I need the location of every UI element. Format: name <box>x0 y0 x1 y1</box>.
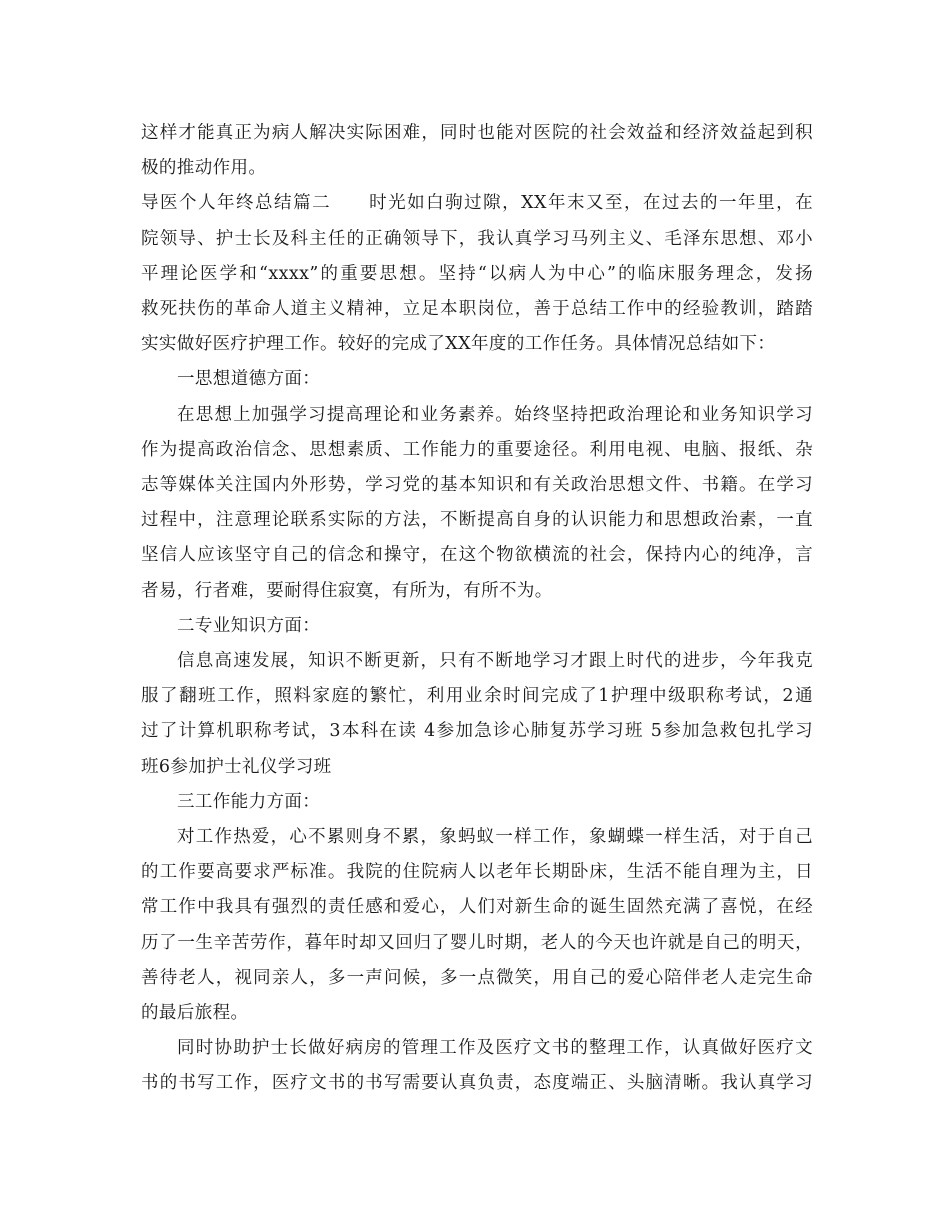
text-line: 者易，行者难，要耐得住寂寞，有所为，有所不为。 <box>141 580 553 601</box>
text-line: 对工作热爱，心不累则身不累，象蚂蚁一样工作，象蝴蝶一样生活，对于自己 <box>177 827 813 848</box>
section-heading: 三工作能力方面： <box>177 791 321 812</box>
text-line: 服了翻班工作，照料家庭的繁忙，利用业余时间完成了1护理中级职称考试，2通 <box>141 686 813 707</box>
document-page <box>141 116 813 1102</box>
text-line: 书的书写工作，医疗文书的书写需要认真负责，态度端正、头脑清晰。我认真学习 <box>141 1073 813 1094</box>
text-line: 常工作中我具有强烈的责任感和爱心，人们对新生命的诞生固然充满了喜悦，在经 <box>141 897 813 918</box>
text-line: 这样才能真正为病人解决实际困难，同时也能对医院的社会效益和经济效益起到积 <box>141 123 813 143</box>
text-line: 作为提高政治信念、思想素质、工作能力的重要途径。利用电视、电脑、报纸、杂 <box>141 439 813 460</box>
text-line: 坚信人应该坚守自己的信念和操守，在这个物欲横流的社会，保持内心的纯净，言 <box>141 545 813 566</box>
section-heading: 二专业知识方面： <box>177 615 321 636</box>
text-line: 平理论医学和“xxxx”的重要思想。坚持“以病人为中心”的临床服务理念，发扬 <box>141 263 813 284</box>
text-line: 在思想上加强学习提高理论和业务素养。始终坚持把政治理论和业务知识学习 <box>177 404 813 425</box>
text-line: 历了一生辛苦劳作，暮年时却又回归了婴儿时期，老人的今天也许就是自己的明天， <box>141 932 813 953</box>
text-line: 班6参加护士礼仪学习班 <box>141 756 332 777</box>
text-line: 志等媒体关注国内外形势，学习党的基本知识和有关政治思想文件、书籍。在学习 <box>141 475 813 496</box>
text-line: 善待老人，视同亲人，多一声问候，多一点微笑，用自己的爱心陪伴老人走完生命 <box>141 967 813 988</box>
text-line: 信息高速发展，知识不断更新，只有不断地学习才跟上时代的进步，今年我克 <box>177 651 813 672</box>
text-line: 极的推动作用。 <box>141 158 267 179</box>
text-line: 过了计算机职称考试，3本科在读 4参加急诊心肺复苏学习班 5参加急救包扎学习 <box>141 721 813 742</box>
text-line: 同时协助护士长做好病房的管理工作及医疗文书的整理工作，认真做好医疗文 <box>177 1038 813 1059</box>
text-line: 救死扶伤的革命人道主义精神，立足本职岗位，善于总结工作中的经验教训，踏踏 <box>141 299 813 320</box>
text-line: 的工作要高要求严标准。我院的住院病人以老年长期卧床，生活不能自理为主，日 <box>141 862 813 883</box>
text-line: 的最后旅程。 <box>141 1003 249 1024</box>
section-heading: 一思想道德方面： <box>177 369 321 390</box>
text-line: 院领导、护士长及科主任的正确领导下，我认真学习马列主义、毛泽东思想、邓小 <box>141 228 813 249</box>
text-line: 实实做好医疗护理工作。较好的完成了XX年度的工作任务。具体情况总结如下： <box>141 334 776 355</box>
text-line: 导医个人年终总结篇二 时光如白驹过隙，XX年末又至，在过去的一年里，在 <box>141 193 813 214</box>
text-line: 过程中，注意理论联系实际的方法，不断提高自身的认识能力和思想政治素，一直 <box>141 510 813 531</box>
